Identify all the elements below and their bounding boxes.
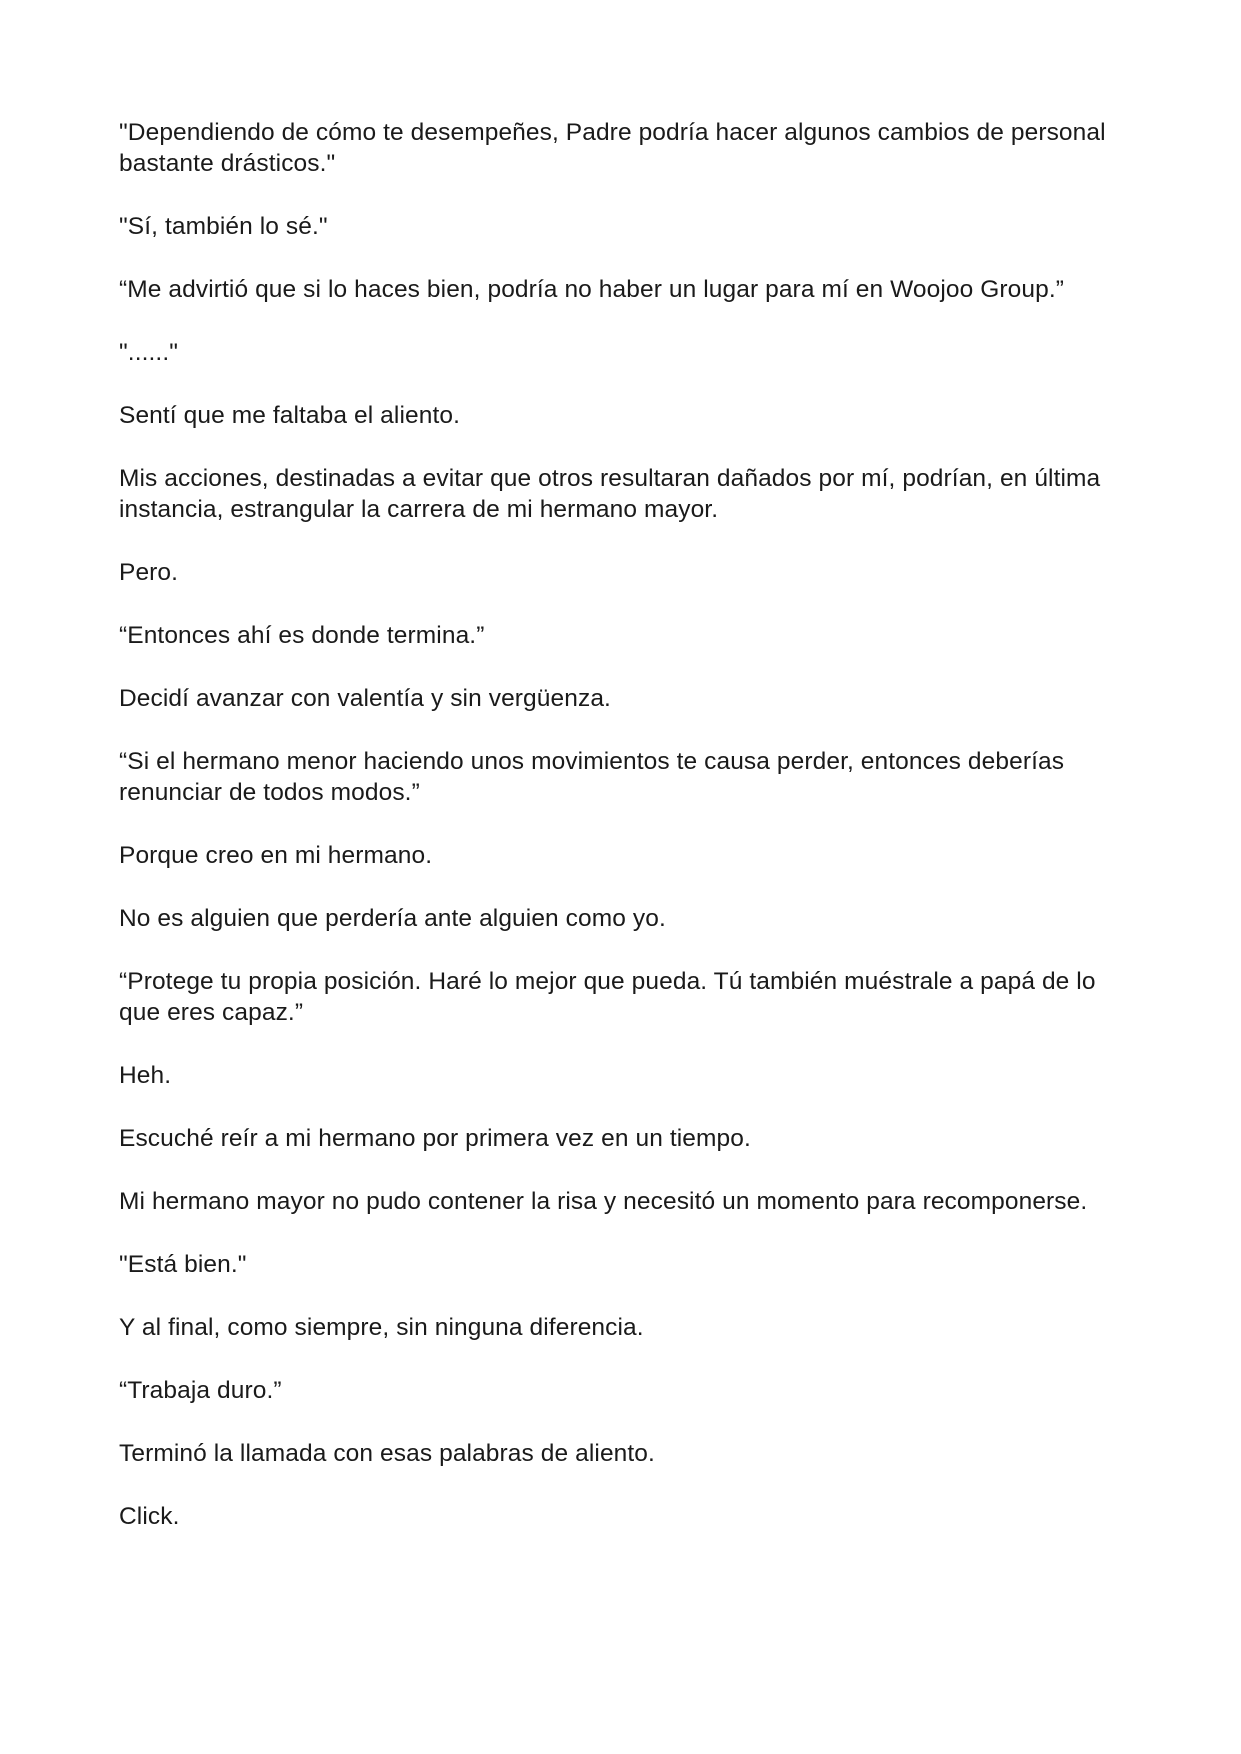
paragraph: Decidí avanzar con valentía y sin vergüenza. — [119, 685, 611, 712]
paragraph: Porque creo en mi hermano. — [119, 842, 433, 869]
paragraph: Sentí que me faltaba el aliento. — [119, 402, 460, 429]
paragraph: Pero. — [119, 559, 179, 586]
paragraph: “Me advirtió que si lo haces bien, podría no haber un lugar para mí en Woojoo Group.” — [119, 276, 1065, 303]
paragraph: "......" — [119, 339, 179, 366]
paragraph: Mi hermano mayor no pudo contener la risa y necesitó un momento para recomponerse. — [119, 1188, 1088, 1215]
paragraph: Y al final, como siempre, sin ninguna diferencia. — [119, 1314, 644, 1341]
paragraph: “Si el hermano menor haciendo unos movimientos te causa perder, entonces deberías renunciar de todos modos.” — [119, 748, 1065, 806]
paragraph: “Protege tu propia posición. Haré lo mejor que pueda. Tú también muéstrale a papá de lo que eres capaz.” — [119, 968, 1096, 1026]
paragraph: "Sí, también lo sé." — [119, 213, 328, 240]
paragraph: Heh. — [119, 1062, 172, 1089]
paragraph: Mis acciones, destinadas a evitar que otros resultaran dañados por mí, podrían, en última instancia, estrangular la carrera de mi hermano mayor. — [119, 465, 1101, 523]
paragraph: No es alguien que perdería ante alguien como yo. — [119, 905, 666, 932]
paragraph: "Dependiendo de cómo te desempeñes, Padre podría hacer algunos cambios de personal bastante drásticos." — [119, 119, 1106, 177]
paragraph: "Está bien." — [119, 1251, 247, 1278]
paragraph: “Trabaja duro.” — [119, 1377, 282, 1404]
paragraph: Terminó la llamada con esas palabras de aliento. — [119, 1440, 655, 1467]
paragraph: “Entonces ahí es donde termina.” — [119, 622, 485, 649]
paragraph: Click. — [119, 1503, 180, 1530]
paragraph: Escuché reír a mi hermano por primera vez en un tiempo. — [119, 1125, 751, 1152]
document-body — [119, 117, 1129, 1564]
